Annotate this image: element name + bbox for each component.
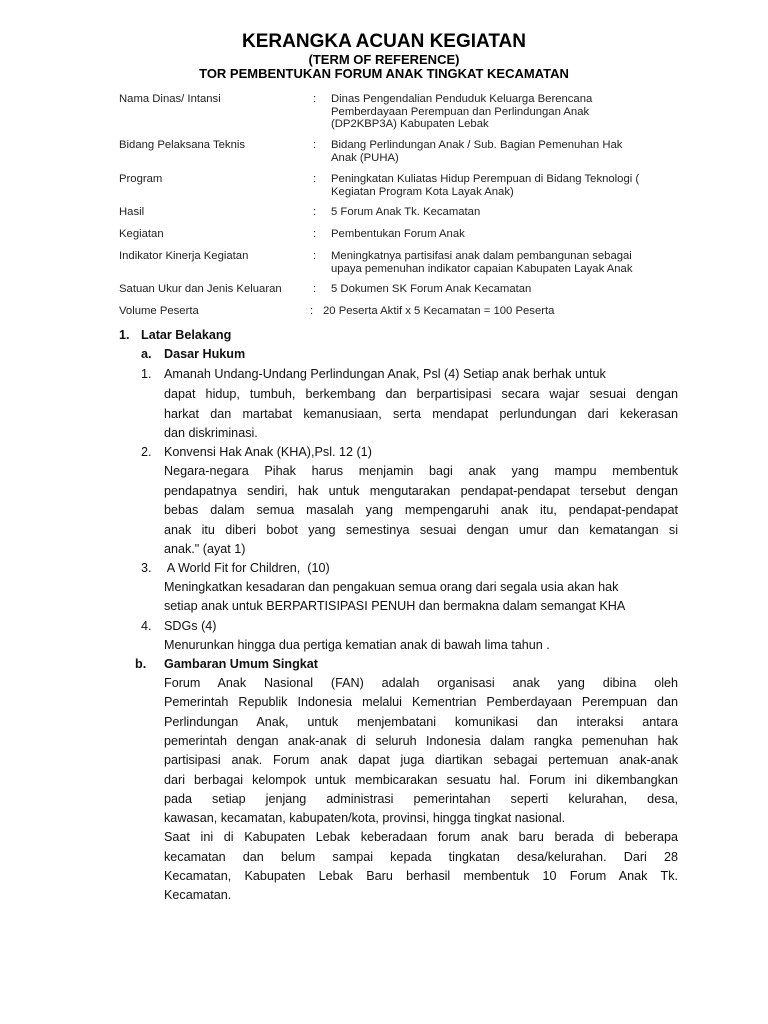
paragraph-line: anak itu diberi bobot yang semestinya sesuai dengan umur dan kematangan si xyxy=(164,523,678,537)
paragraph-line: kecamatan dan belum sampai kepada tingkatan desa/kelurahan. Dari 28 xyxy=(164,850,678,864)
info-label: Bidang Pelaksana Teknis xyxy=(119,139,246,151)
paragraph-line: setiap anak untuk BERPARTISIPASI PENUH dan bermakna dalam semangat KHA xyxy=(164,599,626,613)
paragraph-line: A World Fit for Children, (10) xyxy=(164,561,330,575)
paragraph-line: pemerintah dengan anak-anak di seluruh Indonesia dalam rangka pemenuhan hak xyxy=(164,734,678,748)
info-colon: : xyxy=(313,228,317,240)
info-value xyxy=(331,283,676,296)
info-value-line: Peningkatan Kuliatas Hidup Perempuan di Bidang Teknologi ( xyxy=(331,173,640,185)
info-value-line: Pembentukan Forum Anak xyxy=(331,228,465,240)
info-value xyxy=(323,305,668,318)
paragraph-line: Pemerintah Republik Indonesia melalui Kementrian Pemberdayaan Perempuan dan xyxy=(164,695,678,709)
paragraph-line: Menurunkan hingga dua pertiga kematian anak di bawah lima tahun . xyxy=(164,638,550,652)
info-value-line: 5 Forum Anak Tk. Kecamatan xyxy=(331,206,481,218)
info-value xyxy=(331,228,676,241)
document-subject: TOR PEMBENTUKAN FORUM ANAK TINGKAT KECAMATAN xyxy=(199,66,569,81)
subsection-letter: a. xyxy=(141,347,152,361)
info-colon: : xyxy=(313,206,317,218)
info-label: Nama Dinas/ Intansi xyxy=(119,93,221,105)
info-value xyxy=(331,250,676,275)
info-colon: : xyxy=(313,283,317,295)
info-label: Kegiatan xyxy=(119,228,164,240)
info-label: Volume Peserta xyxy=(119,305,199,317)
paragraph-line: Meningkatkan kesadaran dan pengakuan semua orang dari segala usia akan hak xyxy=(164,580,619,594)
info-colon: : xyxy=(313,139,317,151)
paragraph-line: pada setiap jenjang administrasi pemerintahan seperti kelurahan, desa, xyxy=(164,792,678,806)
paragraph-line: dapat hidup, tumbuh, berkembang dan berpartisipasi secara wajar sesuai dengan xyxy=(164,387,678,401)
subsection-title: Dasar Hukum xyxy=(164,347,246,361)
info-colon: : xyxy=(313,93,317,105)
paragraph-line: Kecamatan. xyxy=(164,888,232,902)
list-number: 2. xyxy=(141,445,152,459)
info-value-line: Dinas Pengendalian Penduduk Keluarga Berencana xyxy=(331,93,593,105)
info-colon: : xyxy=(310,305,314,317)
info-label: Hasil xyxy=(119,206,145,218)
info-value-line: (DP2KBP3A) Kabupaten Lebak xyxy=(331,118,489,130)
info-value-line: 5 Dokumen SK Forum Anak Kecamatan xyxy=(331,283,532,295)
paragraph-line: harkat dan martabat kemanusiaan, serta mendapat perlundungan dari kekerasan xyxy=(164,407,678,421)
paragraph-line: pendapatnya sendiri, hak untuk mengutarakan pendapat-pendapat tersebut dengan xyxy=(164,484,678,498)
section-number: 1. xyxy=(119,328,130,342)
info-label: Indikator Kinerja Kegiatan xyxy=(119,250,249,262)
info-value-line: Meningkatnya partisifasi anak dalam pembangunan sebagai xyxy=(331,250,632,262)
paragraph-line: bebas dalam semua masalah yang mempengaruhi anak itu, pendapat-pendapat xyxy=(164,503,678,517)
info-colon: : xyxy=(313,173,317,185)
info-value-line: Kegiatan Program Kota Layak Anak) xyxy=(331,185,514,198)
paragraph-line: dari berbagai kelompok untuk membicarakan sesuatu hal. Forum ini dikembangkan xyxy=(164,773,678,787)
info-colon: : xyxy=(313,250,317,262)
section-title: Latar Belakang xyxy=(141,328,232,342)
paragraph-line: dan diskriminasi. xyxy=(164,426,258,440)
info-label: Program xyxy=(119,173,163,185)
info-value xyxy=(331,173,676,198)
document-subtitle: (TERM OF REFERENCE) xyxy=(308,52,460,67)
info-value xyxy=(331,206,676,219)
paragraph-line: Forum Anak Nasional (FAN) adalah organisasi anak yang dibina oleh xyxy=(164,676,678,690)
paragraph-line: Perlindungan Anak, untuk menjembatani komunikasi dan interaksi antara xyxy=(164,715,678,729)
info-value-line: 20 Peserta Aktif x 5 Kecamatan = 100 Peserta xyxy=(323,305,555,317)
paragraph-line: SDGs (4) xyxy=(164,619,217,633)
paragraph-line: kawasan, kecamatan, kabupaten/kota, provinsi, hingga tingkat nasional. xyxy=(164,811,566,825)
info-value xyxy=(331,139,676,164)
list-number: 4. xyxy=(141,619,152,633)
paragraph-line: Amanah Undang-Undang Perlindungan Anak, Psl (4) Setiap anak berhak untuk xyxy=(164,367,606,381)
document-title: KERANGKA ACUAN KEGIATAN xyxy=(242,31,526,52)
info-label: Satuan Ukur dan Jenis Keluaran xyxy=(119,283,282,295)
list-number: 3. xyxy=(141,561,152,575)
info-value-line: Bidang Perlindungan Anak / Sub. Bagian Pemenuhan Hak xyxy=(331,139,623,151)
paragraph-line: Negara-negara Pihak harus menjamin bagi anak yang mampu membentuk xyxy=(164,464,678,478)
info-value-line: upaya pemenuhan indikator capaian Kabupaten Layak Anak xyxy=(331,262,633,275)
info-value-line: Pemberdayaan Perempuan dan Perlindungan Anak xyxy=(331,105,590,118)
info-value-line: Anak (PUHA) xyxy=(331,151,399,164)
subsection-title: Gambaran Umum Singkat xyxy=(164,657,318,671)
paragraph-line: Saat ini di Kabupaten Lebak keberadaan forum anak baru berada di beberapa xyxy=(164,830,678,844)
paragraph-line: anak." (ayat 1) xyxy=(164,542,246,556)
paragraph-line: Konvensi Hak Anak (KHA),Psl. 12 (1) xyxy=(164,445,372,459)
info-value xyxy=(331,93,676,131)
paragraph-line: partisipasi anak. Forum anak dapat juga diartikan sebagai pertemuan anak-anak xyxy=(164,753,678,767)
subsection-letter: b. xyxy=(135,657,147,671)
list-number: 1. xyxy=(141,367,152,381)
paragraph-line: Kecamatan, Kabupaten Lebak Baru berhasil membentuk 10 Forum Anak Tk. xyxy=(164,869,678,883)
